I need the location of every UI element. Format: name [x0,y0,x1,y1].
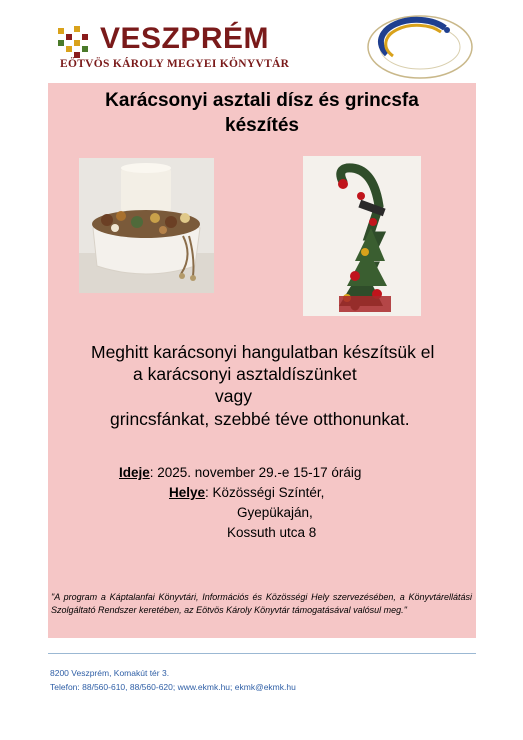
grinch-tree-photo [303,156,421,316]
location-line-3: Kossuth utca 8 [227,525,317,540]
event-location [169,483,324,502]
invitation-line: Meghitt karácsonyi hangulatban készítsük el [91,342,435,362]
library-logo [56,18,290,78]
quality-seal-icon [365,14,475,80]
candle-decoration-photo [79,158,214,293]
location-label: Helye [169,485,206,500]
invitation-line: a karácsonyi asztaldíszünket [133,364,357,384]
logo-title: VESZPRÉM [100,22,270,55]
event-date [119,463,361,482]
event-poster [48,83,476,638]
footer-address: 8200 Veszprém, Komakút tér 3. [50,668,170,678]
date-value: : 2025. november 29.-e 15-17 óráig [149,465,362,480]
invitation-line: vagy [215,386,252,406]
location-value: : Közösségi Színtér, [205,485,325,500]
crown-logo-icon [56,22,96,62]
location-line-2: Gyepükaján, [237,505,313,520]
headline-line-1: Karácsonyi asztali dísz és grincsfa [105,90,419,111]
date-label: Ideje [119,465,150,480]
logo-subtitle: EÖTVÖS KÁROLY MEGYEI KÖNYVTÁR [60,58,290,70]
footer-divider [48,653,476,654]
invitation-line: grincsfánkat, szebbé téve otthonunkat. [110,409,410,429]
event-headline [48,88,476,138]
footer-contact: Telefon: 88/560-610, 88/560-620; www.ekmk.hu; ekmk@ekmk.hu [50,682,296,692]
headline-line-2: készítés [225,115,299,136]
sponsor-note: "A program a Káptalanfai Könyvtári, Információs és Közösségi Hely szervezésében, a Könyvtárellátási Szolgáltató Rendszer keretében, az Eötvös Károly Könyvtár támogatásával valósul meg." [51,592,472,615]
